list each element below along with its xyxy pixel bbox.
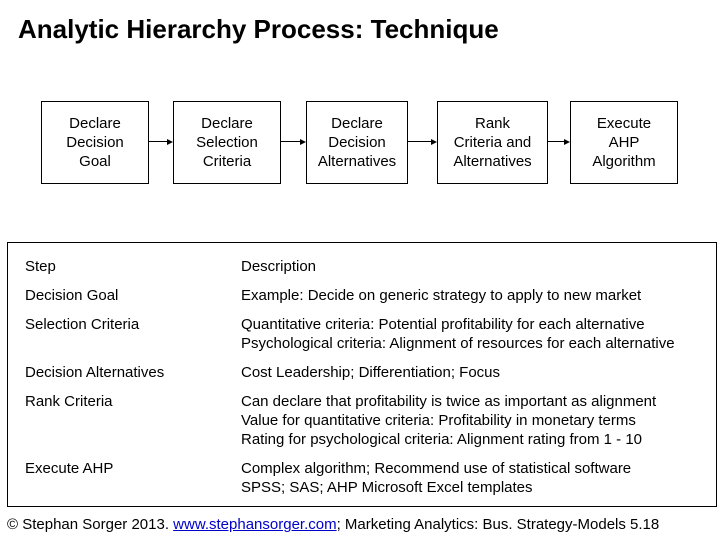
process-flow [0, 0, 720, 190]
footer-suffix: ; Marketing Analytics: Bus. Strategy-Models 5.18 [336, 516, 660, 533]
row-step: Selection Criteria [25, 316, 140, 333]
flow-step-declare-criteria: Declare Selection Criteria [173, 101, 281, 184]
header-step: Step [25, 258, 56, 275]
page-title: Analytic Hierarchy Process: Technique [18, 14, 499, 44]
flow-step-execute: Execute AHP Algorithm [570, 101, 678, 184]
header-description: Description [241, 258, 317, 275]
flow-step-declare-goal: Declare Decision Goal [41, 101, 149, 184]
row-description: Complex algorithm; Recommend use of statistical software SPSS; SAS; AHP Microsoft Excel templates [241, 460, 632, 496]
row-step: Execute AHP [25, 460, 114, 477]
footer-website-link[interactable]: www.stephansorger.com [173, 516, 337, 533]
flow-arrow-icon [281, 139, 306, 145]
row-description: Cost Leadership; Differentiation; Focus [241, 364, 501, 381]
step-description-table [7, 242, 717, 507]
row-description: Can declare that profitability is twice as important as alignment Value for quantitative criteria: Profitability in monetary terms Rating for psychological criteria: Alignment rating from 1 - 10 [241, 393, 657, 448]
flow-step-declare-alternatives: Declare Decision Alternatives [306, 101, 408, 184]
footer-prefix: © Stephan Sorger 2013. [7, 516, 174, 533]
flow-arrow-icon [149, 139, 173, 145]
row-step: Decision Goal [25, 287, 119, 304]
flow-step-rank: Rank Criteria and Alternatives [437, 101, 548, 184]
row-step: Rank Criteria [25, 393, 113, 410]
flow-arrow-icon [408, 139, 437, 145]
row-description: Quantitative criteria: Potential profitability for each alternative Psychological criteria: Alignment of resources for each alternative [241, 316, 675, 352]
row-step: Decision Alternatives [25, 364, 165, 381]
row-description: Example: Decide on generic strategy to apply to new market [241, 287, 642, 304]
footer-copyright [7, 516, 659, 533]
flow-arrow-icon [548, 139, 570, 145]
